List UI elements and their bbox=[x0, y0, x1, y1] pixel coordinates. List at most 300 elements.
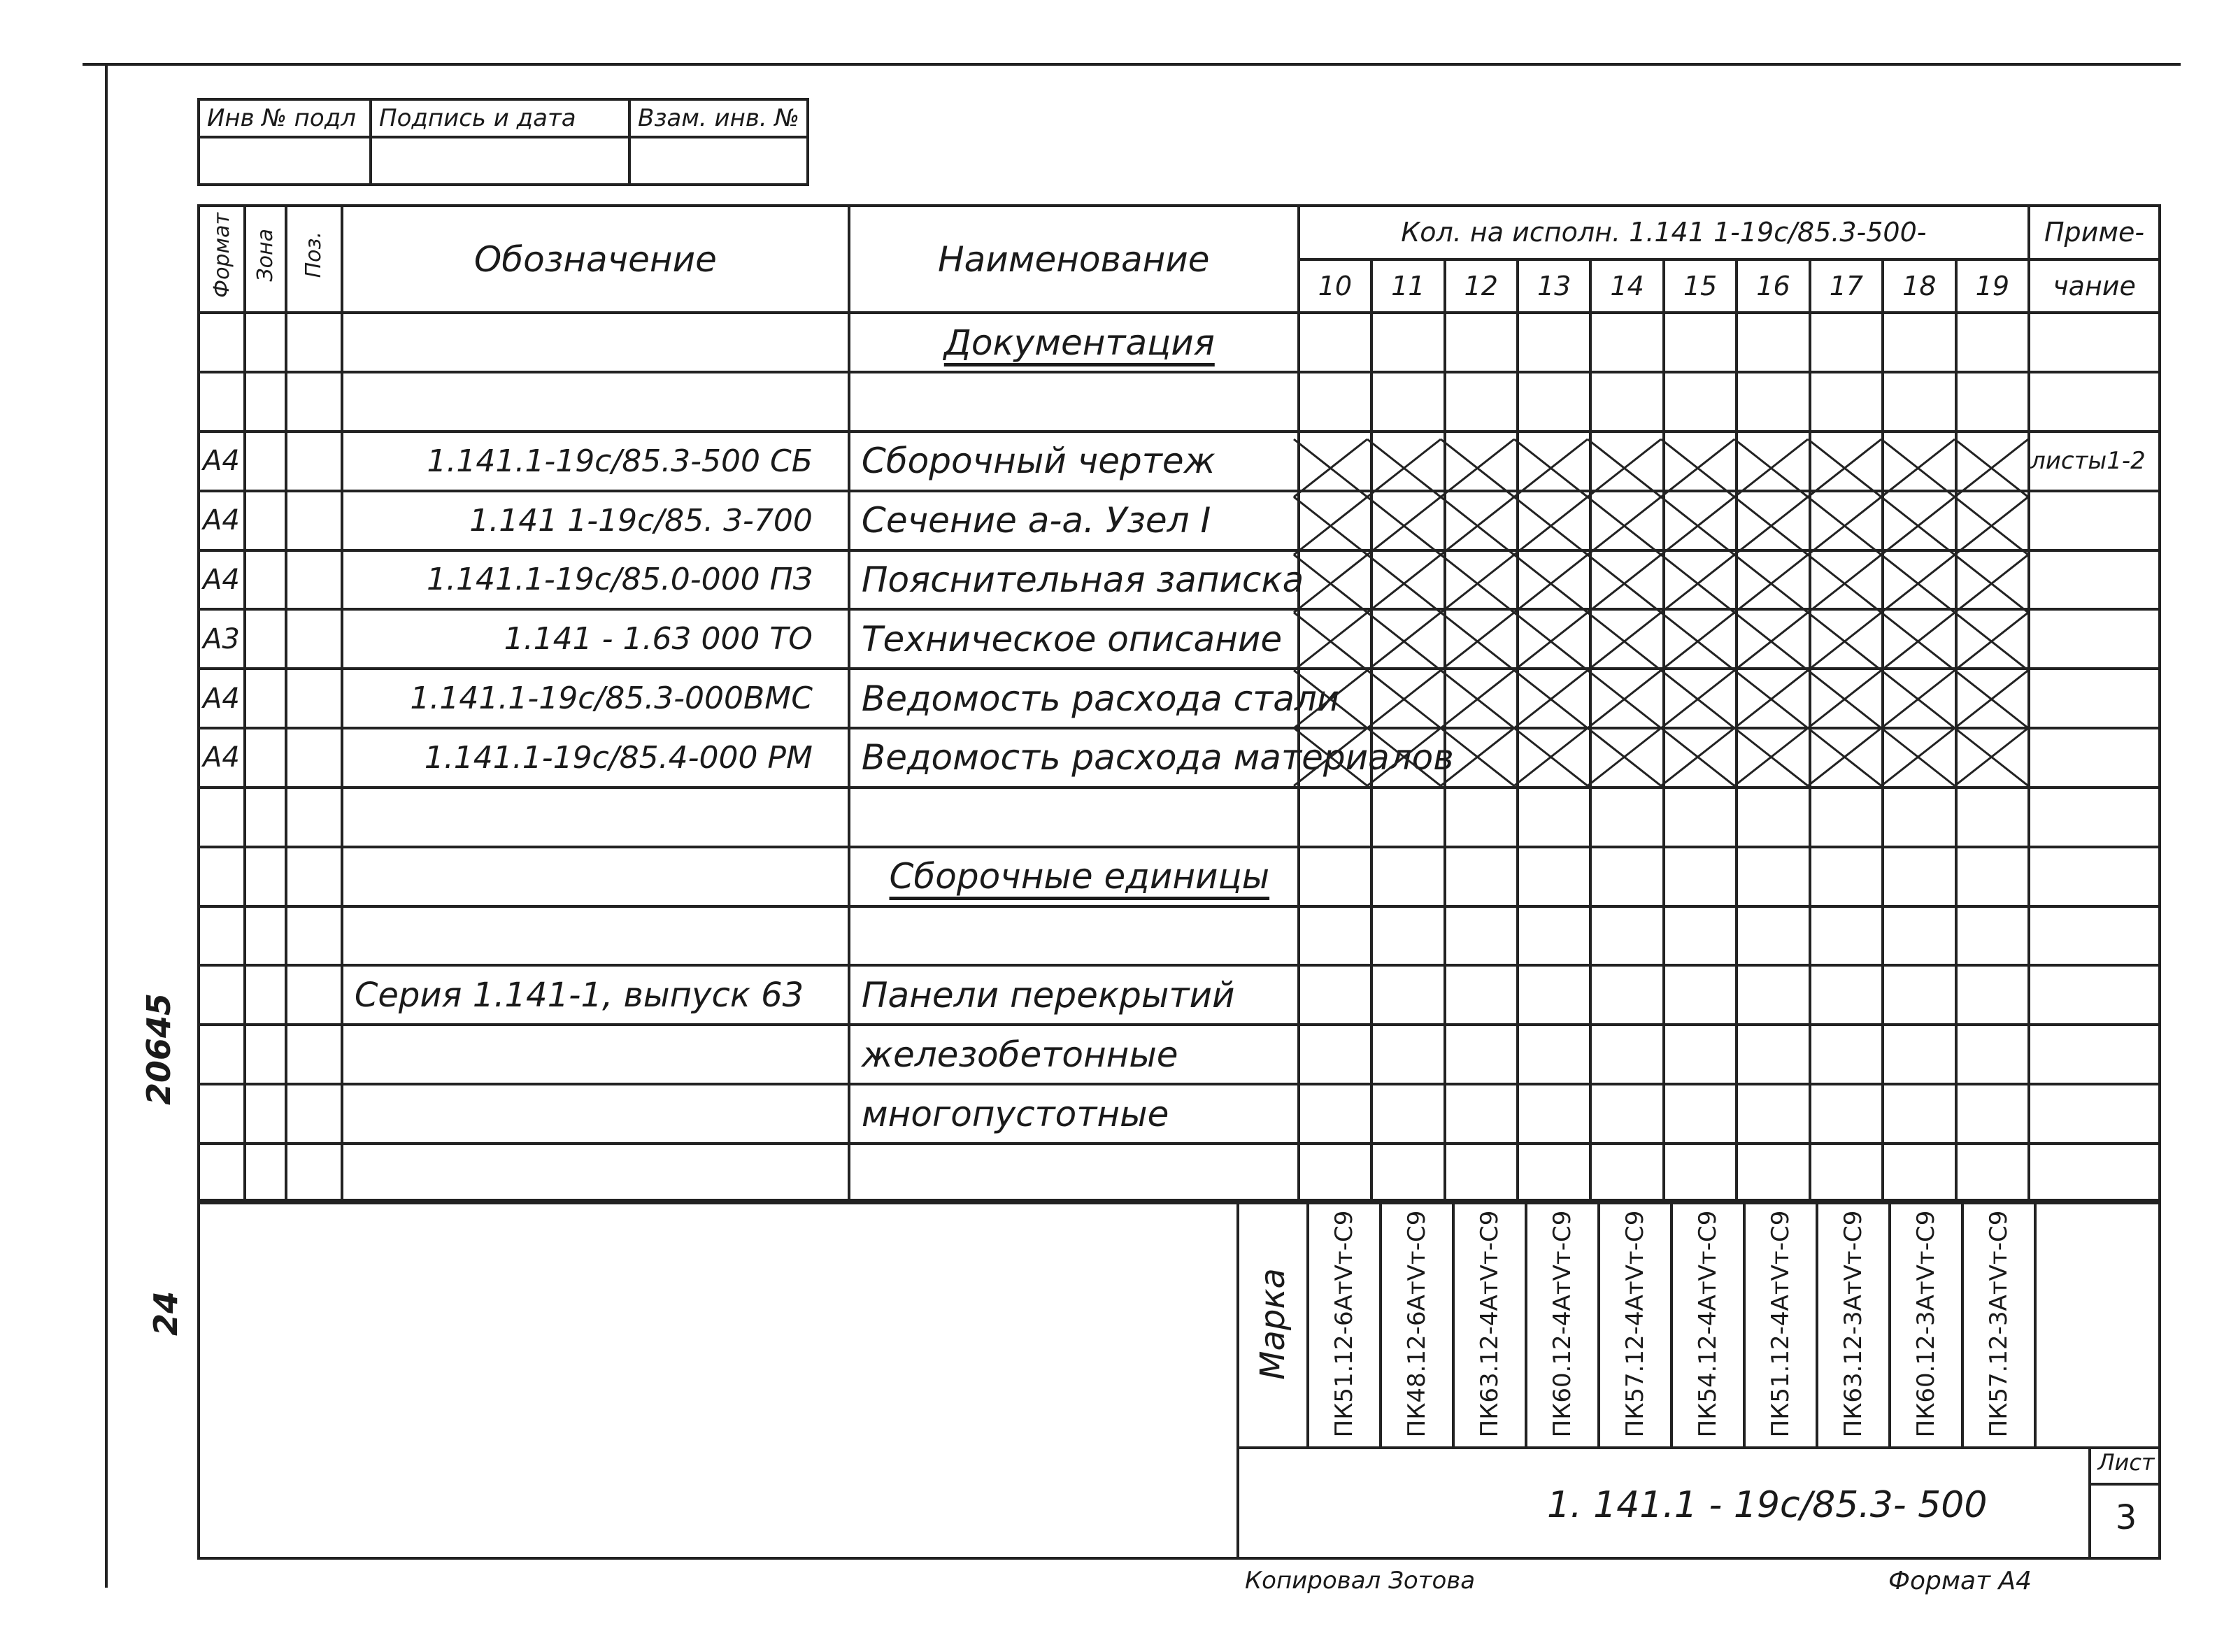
row-note bbox=[2029, 728, 2160, 788]
row-qty-cell bbox=[1445, 1084, 1518, 1144]
row-qty-cell bbox=[1956, 1144, 2030, 1203]
row-qty-cell bbox=[1590, 1025, 1663, 1084]
row-qty-cell bbox=[1883, 432, 1955, 491]
row-note bbox=[2029, 847, 2160, 906]
header-variant: 17 bbox=[1810, 259, 1883, 313]
row-designation bbox=[342, 1025, 849, 1084]
row-pos bbox=[286, 1144, 342, 1203]
row-qty-cell bbox=[1299, 965, 1371, 1025]
table-row bbox=[199, 965, 2160, 1025]
row-qty-cell bbox=[1371, 550, 1444, 610]
marka-end-line bbox=[2034, 1199, 2037, 1449]
row-pos bbox=[286, 1084, 342, 1144]
row-format bbox=[199, 847, 245, 906]
row-designation: 1.141 1-19с/85. 3-700 bbox=[342, 491, 849, 550]
row-qty-cell bbox=[1371, 965, 1444, 1025]
row-format bbox=[199, 965, 245, 1025]
row-qty-cell bbox=[1664, 1084, 1737, 1144]
row-qty-cell bbox=[1737, 609, 1809, 669]
row-qty-cell bbox=[1956, 1084, 2030, 1144]
row-qty-cell bbox=[1810, 728, 1883, 788]
row-designation bbox=[342, 906, 849, 966]
row-qty-cell bbox=[1590, 372, 1663, 432]
header-variant: 10 bbox=[1299, 259, 1371, 313]
row-qty-cell bbox=[1445, 906, 1518, 966]
row-qty-cell bbox=[1956, 669, 2030, 728]
row-qty-cell bbox=[1737, 788, 1809, 847]
row-qty-cell bbox=[1883, 788, 1955, 847]
row-designation bbox=[342, 313, 849, 372]
row-qty-cell bbox=[1664, 965, 1737, 1025]
row-format: А4 bbox=[199, 550, 245, 610]
row-format bbox=[199, 313, 245, 372]
row-qty-cell bbox=[1883, 847, 1955, 906]
row-zone bbox=[245, 1084, 285, 1144]
row-format bbox=[199, 372, 245, 432]
marka-item: ПК54.12-4АтVт-С9 bbox=[1670, 1199, 1743, 1449]
row-qty-cell bbox=[1590, 491, 1663, 550]
table-row bbox=[199, 788, 2160, 847]
row-qty-cell bbox=[1956, 432, 2030, 491]
row-qty-cell bbox=[1737, 1144, 1809, 1203]
row-qty-cell bbox=[1883, 669, 1955, 728]
row-qty-cell bbox=[1299, 432, 1371, 491]
row-format bbox=[199, 788, 245, 847]
row-qty-cell bbox=[1810, 1025, 1883, 1084]
table-row bbox=[199, 1025, 2160, 1084]
row-qty-cell bbox=[1445, 550, 1518, 610]
row-qty-cell bbox=[1664, 1025, 1737, 1084]
table-row bbox=[199, 491, 2160, 550]
row-qty-cell bbox=[1810, 372, 1883, 432]
row-note bbox=[2029, 965, 2160, 1025]
row-designation bbox=[342, 1144, 849, 1203]
row-qty-cell bbox=[1445, 847, 1518, 906]
row-qty-cell bbox=[1590, 847, 1663, 906]
row-qty-cell bbox=[1956, 847, 2030, 906]
row-qty-cell bbox=[1664, 491, 1737, 550]
row-qty-cell bbox=[1371, 1084, 1444, 1144]
row-pos bbox=[286, 432, 342, 491]
row-note bbox=[2029, 372, 2160, 432]
row-qty-cell bbox=[1445, 1025, 1518, 1084]
row-zone bbox=[245, 906, 285, 966]
row-format: А4 bbox=[199, 432, 245, 491]
row-qty-cell bbox=[1883, 1084, 1955, 1144]
row-name bbox=[849, 1144, 1299, 1203]
row-note bbox=[2029, 550, 2160, 610]
row-name: Сборочные единицы bbox=[849, 847, 1299, 906]
row-qty-cell bbox=[1810, 965, 1883, 1025]
row-qty-cell bbox=[1664, 669, 1737, 728]
row-qty-cell bbox=[1956, 728, 2030, 788]
row-qty-cell bbox=[1299, 1084, 1371, 1144]
marka-item: ПК63.12-4АтVт-С9 bbox=[1452, 1199, 1525, 1449]
row-zone bbox=[245, 1144, 285, 1203]
row-qty-cell bbox=[1810, 788, 1883, 847]
row-qty-cell bbox=[1371, 432, 1444, 491]
row-qty-cell bbox=[1883, 609, 1955, 669]
row-zone bbox=[245, 728, 285, 788]
stamp-inv-label: Инв № подл bbox=[199, 99, 371, 137]
row-designation bbox=[342, 372, 849, 432]
header-designation: Обозначение bbox=[342, 206, 849, 313]
row-qty-cell bbox=[1590, 1144, 1663, 1203]
row-qty-cell bbox=[1810, 609, 1883, 669]
row-qty-cell bbox=[1883, 965, 1955, 1025]
row-qty-cell bbox=[1664, 728, 1737, 788]
row-zone bbox=[245, 609, 285, 669]
row-qty-cell bbox=[1883, 550, 1955, 610]
row-qty-cell bbox=[1810, 550, 1883, 610]
row-qty-cell bbox=[1883, 728, 1955, 788]
row-note bbox=[2029, 906, 2160, 966]
row-name: Ведомость расхода стали bbox=[849, 669, 1299, 728]
marka-item: ПК60.12-3АтVт-С9 bbox=[1888, 1199, 1961, 1449]
row-qty-cell bbox=[1664, 313, 1737, 372]
row-pos bbox=[286, 372, 342, 432]
row-name bbox=[849, 906, 1299, 966]
row-qty-cell bbox=[1737, 372, 1809, 432]
row-zone bbox=[245, 372, 285, 432]
row-format: А4 bbox=[199, 669, 245, 728]
row-note bbox=[2029, 491, 2160, 550]
header-pos: Поз. bbox=[286, 206, 342, 313]
table-row bbox=[199, 550, 2160, 610]
row-qty-cell bbox=[1737, 965, 1809, 1025]
frame-left-line bbox=[105, 63, 108, 1588]
marka-item: ПК60.12-4АтVт-С9 bbox=[1525, 1199, 1597, 1449]
header-variant: 15 bbox=[1664, 259, 1737, 313]
row-designation: 1.141.1-19с/85.0-000 ПЗ bbox=[342, 550, 849, 610]
row-qty-cell bbox=[1956, 1025, 2030, 1084]
row-qty-cell bbox=[1810, 313, 1883, 372]
row-qty-cell bbox=[1590, 313, 1663, 372]
row-qty-cell bbox=[1737, 491, 1809, 550]
table-row bbox=[199, 847, 2160, 906]
row-pos bbox=[286, 965, 342, 1025]
row-zone bbox=[245, 669, 285, 728]
table-row bbox=[199, 609, 2160, 669]
row-designation bbox=[342, 1084, 849, 1144]
row-qty-cell bbox=[1518, 372, 1590, 432]
row-qty-cell bbox=[1299, 313, 1371, 372]
row-name: Панели перекрытий bbox=[849, 965, 1299, 1025]
footer-copied: Копировал Зотова bbox=[1245, 1567, 1476, 1595]
row-qty-cell bbox=[1445, 313, 1518, 372]
row-qty-cell bbox=[1371, 372, 1444, 432]
row-pos bbox=[286, 906, 342, 966]
row-qty-cell bbox=[1445, 609, 1518, 669]
row-qty-cell bbox=[1956, 313, 2030, 372]
row-format: А3 bbox=[199, 609, 245, 669]
stamp-swap-value bbox=[629, 137, 808, 185]
header-variant: 18 bbox=[1883, 259, 1955, 313]
row-qty-cell bbox=[1518, 788, 1590, 847]
table-row bbox=[199, 313, 2160, 372]
row-qty-cell bbox=[1518, 906, 1590, 966]
row-zone bbox=[245, 432, 285, 491]
row-qty-cell bbox=[1956, 491, 2030, 550]
row-zone bbox=[245, 847, 285, 906]
row-qty-cell bbox=[1810, 1144, 1883, 1203]
specification-table bbox=[197, 204, 2161, 1204]
row-qty-cell bbox=[1445, 372, 1518, 432]
sheet-number: 3 bbox=[2115, 1498, 2137, 1537]
row-qty-cell bbox=[1664, 847, 1737, 906]
header-qty-title: Кол. на исполн. 1.141 1-19с/85.3-500- bbox=[1299, 206, 2029, 259]
marka-item: ПК57.12-3АтVт-С9 bbox=[1961, 1199, 2034, 1449]
row-designation: 1.141.1-19с/85.3-000ВМС bbox=[342, 669, 849, 728]
row-format bbox=[199, 1144, 245, 1203]
table-row bbox=[199, 669, 2160, 728]
row-qty-cell bbox=[1590, 906, 1663, 966]
row-qty-cell bbox=[1445, 491, 1518, 550]
row-qty-cell bbox=[1737, 1025, 1809, 1084]
row-zone bbox=[245, 550, 285, 610]
row-name: Пояснительная записка bbox=[849, 550, 1299, 610]
row-note bbox=[2029, 313, 2160, 372]
table-row bbox=[199, 906, 2160, 966]
stamp-sign-label: Подпись и дата bbox=[371, 99, 629, 137]
table-row bbox=[199, 1084, 2160, 1144]
row-format bbox=[199, 906, 245, 966]
header-variant: 19 bbox=[1956, 259, 2030, 313]
row-qty-cell bbox=[1371, 906, 1444, 966]
row-qty-cell bbox=[1299, 1025, 1371, 1084]
header-variant: 14 bbox=[1590, 259, 1663, 313]
row-qty-cell bbox=[1810, 432, 1883, 491]
row-qty-cell bbox=[1737, 313, 1809, 372]
row-qty-cell bbox=[1737, 669, 1809, 728]
row-pos bbox=[286, 313, 342, 372]
row-qty-cell bbox=[1956, 906, 2030, 966]
row-name: Сборочный чертеж bbox=[849, 432, 1299, 491]
table-row bbox=[199, 728, 2160, 788]
row-name: Техническое описание bbox=[849, 609, 1299, 669]
row-qty-cell bbox=[1590, 788, 1663, 847]
row-qty-cell bbox=[1883, 1025, 1955, 1084]
row-qty-cell bbox=[1956, 788, 2030, 847]
row-qty-cell bbox=[1664, 432, 1737, 491]
row-format bbox=[199, 1025, 245, 1084]
row-name bbox=[849, 372, 1299, 432]
row-qty-cell bbox=[1299, 491, 1371, 550]
row-pos bbox=[286, 788, 342, 847]
row-qty-cell bbox=[1371, 1144, 1444, 1203]
stamp-sign-value bbox=[371, 137, 629, 185]
row-qty-cell bbox=[1590, 550, 1663, 610]
row-qty-cell bbox=[1810, 669, 1883, 728]
row-qty-cell bbox=[1518, 669, 1590, 728]
row-qty-cell bbox=[1590, 965, 1663, 1025]
sheet-label: Лист bbox=[2091, 1449, 2161, 1486]
side-inv-number: 20645 bbox=[140, 992, 178, 1105]
row-qty-cell bbox=[1371, 609, 1444, 669]
header-variant: 12 bbox=[1445, 259, 1518, 313]
row-qty-cell bbox=[1518, 550, 1590, 610]
row-name bbox=[849, 788, 1299, 847]
row-designation: 1.141 - 1.63 000 ТО bbox=[342, 609, 849, 669]
document-code: 1. 141.1 - 19с/85.3- 500 bbox=[1547, 1484, 1988, 1526]
row-zone bbox=[245, 965, 285, 1025]
row-qty-cell bbox=[1883, 491, 1955, 550]
header-note-bottom: чание bbox=[2029, 259, 2160, 313]
row-qty-cell bbox=[1956, 609, 2030, 669]
row-qty-cell bbox=[1518, 728, 1590, 788]
row-designation bbox=[342, 847, 849, 906]
side-page-number: 24 bbox=[147, 1290, 185, 1336]
row-note bbox=[2029, 788, 2160, 847]
row-qty-cell bbox=[1299, 550, 1371, 610]
row-qty-cell bbox=[1590, 669, 1663, 728]
row-qty-cell bbox=[1810, 1084, 1883, 1144]
footer-format: Формат А4 bbox=[1888, 1567, 2032, 1595]
row-qty-cell bbox=[1956, 965, 2030, 1025]
row-note bbox=[2029, 1025, 2160, 1084]
row-qty-cell bbox=[1518, 609, 1590, 669]
row-pos bbox=[286, 609, 342, 669]
row-format: А4 bbox=[199, 491, 245, 550]
header-name: Наименование bbox=[849, 206, 1299, 313]
row-qty-cell bbox=[1445, 432, 1518, 491]
row-qty-cell bbox=[1664, 372, 1737, 432]
table-row bbox=[199, 432, 2160, 491]
row-qty-cell bbox=[1371, 491, 1444, 550]
row-format bbox=[199, 1084, 245, 1144]
row-qty-cell bbox=[1590, 609, 1663, 669]
row-zone bbox=[245, 491, 285, 550]
row-qty-cell bbox=[1299, 372, 1371, 432]
table-row bbox=[199, 1144, 2160, 1203]
row-qty-cell bbox=[1299, 906, 1371, 966]
row-qty-cell bbox=[1371, 669, 1444, 728]
row-pos bbox=[286, 1025, 342, 1084]
row-qty-cell bbox=[1518, 965, 1590, 1025]
stamp-inv-value bbox=[199, 137, 371, 185]
title-block bbox=[1236, 1446, 2161, 1560]
row-note bbox=[2029, 609, 2160, 669]
row-qty-cell bbox=[1664, 550, 1737, 610]
table-row bbox=[199, 372, 2160, 432]
row-zone bbox=[245, 1025, 285, 1084]
row-qty-cell bbox=[1590, 432, 1663, 491]
row-qty-cell bbox=[1737, 550, 1809, 610]
row-qty-cell bbox=[1664, 1144, 1737, 1203]
row-qty-cell bbox=[1737, 847, 1809, 906]
header-variant: 16 bbox=[1737, 259, 1809, 313]
row-qty-cell bbox=[1445, 965, 1518, 1025]
row-note bbox=[2029, 1084, 2160, 1144]
row-designation: 1.141.1-19с/85.3-500 СБ bbox=[342, 432, 849, 491]
row-qty-cell bbox=[1371, 788, 1444, 847]
row-qty-cell bbox=[1810, 906, 1883, 966]
row-designation bbox=[342, 788, 849, 847]
row-qty-cell bbox=[1299, 1144, 1371, 1203]
header-format: Формат bbox=[199, 206, 245, 313]
row-qty-cell bbox=[1518, 491, 1590, 550]
row-qty-cell bbox=[1299, 847, 1371, 906]
marka-item: ПК48.12-6АтVт-С9 bbox=[1379, 1199, 1452, 1449]
row-designation: 1.141.1-19с/85.4-000 РМ bbox=[342, 728, 849, 788]
row-note bbox=[2029, 1144, 2160, 1203]
row-pos bbox=[286, 669, 342, 728]
row-qty-cell bbox=[1590, 728, 1663, 788]
stamp-swap-label: Взам. инв. № bbox=[629, 99, 808, 137]
row-qty-cell bbox=[1883, 372, 1955, 432]
row-qty-cell bbox=[1445, 788, 1518, 847]
row-name: многопустотные bbox=[849, 1084, 1299, 1144]
header-note-top: Приме- bbox=[2029, 206, 2160, 259]
row-qty-cell bbox=[1590, 1084, 1663, 1144]
row-name: железобетонные bbox=[849, 1025, 1299, 1084]
header-zone: Зона bbox=[245, 206, 285, 313]
row-qty-cell bbox=[1445, 669, 1518, 728]
row-name: Ведомость расхода материалов bbox=[849, 728, 1299, 788]
marka-item: ПК57.12-4АтVт-С9 bbox=[1597, 1199, 1670, 1449]
header-variant: 11 bbox=[1371, 259, 1444, 313]
marka-item: ПК51.12-4АтVт-С9 bbox=[1743, 1199, 1816, 1449]
archive-stamp bbox=[197, 98, 809, 186]
row-pos bbox=[286, 728, 342, 788]
row-qty-cell bbox=[1810, 847, 1883, 906]
header-variant: 13 bbox=[1518, 259, 1590, 313]
row-qty-cell bbox=[1664, 609, 1737, 669]
row-qty-cell bbox=[1518, 1084, 1590, 1144]
row-zone bbox=[245, 788, 285, 847]
row-pos bbox=[286, 847, 342, 906]
row-qty-cell bbox=[1445, 1144, 1518, 1203]
marka-label: Марка bbox=[1236, 1199, 1306, 1449]
row-qty-cell bbox=[1737, 432, 1809, 491]
row-qty-cell bbox=[1956, 372, 2030, 432]
row-qty-cell bbox=[1737, 1084, 1809, 1144]
row-qty-cell bbox=[1371, 1025, 1444, 1084]
row-qty-cell bbox=[1299, 609, 1371, 669]
row-qty-cell bbox=[1883, 906, 1955, 966]
row-qty-cell bbox=[1445, 728, 1518, 788]
row-qty-cell bbox=[1371, 313, 1444, 372]
row-pos bbox=[286, 550, 342, 610]
row-qty-cell bbox=[1371, 847, 1444, 906]
row-qty-cell bbox=[1883, 1144, 1955, 1203]
row-qty-cell bbox=[1956, 550, 2030, 610]
row-pos bbox=[286, 491, 342, 550]
marka-item: ПК63.12-3АтVт-С9 bbox=[1816, 1199, 1888, 1449]
row-designation: Серия 1.141-1, выпуск 63 bbox=[342, 965, 849, 1025]
row-qty-cell bbox=[1883, 313, 1955, 372]
row-qty-cell bbox=[1518, 313, 1590, 372]
row-qty-cell bbox=[1664, 906, 1737, 966]
row-name: Документация bbox=[849, 313, 1299, 372]
row-qty-cell bbox=[1664, 788, 1737, 847]
row-qty-cell bbox=[1518, 1025, 1590, 1084]
row-format: А4 bbox=[199, 728, 245, 788]
row-qty-cell bbox=[1518, 1144, 1590, 1203]
marka-block bbox=[1236, 1199, 2161, 1449]
row-zone bbox=[245, 313, 285, 372]
frame-top-line bbox=[83, 63, 2181, 66]
row-qty-cell bbox=[1518, 432, 1590, 491]
row-name: Сечение а-а. Узел I bbox=[849, 491, 1299, 550]
row-qty-cell bbox=[1299, 788, 1371, 847]
sheet-box bbox=[2088, 1449, 2161, 1560]
marka-item: ПК51.12-6АтVт-С9 bbox=[1306, 1199, 1379, 1449]
row-qty-cell bbox=[1737, 728, 1809, 788]
row-qty-cell bbox=[1737, 906, 1809, 966]
row-note: листы1-2 bbox=[2029, 432, 2160, 491]
row-note bbox=[2029, 669, 2160, 728]
